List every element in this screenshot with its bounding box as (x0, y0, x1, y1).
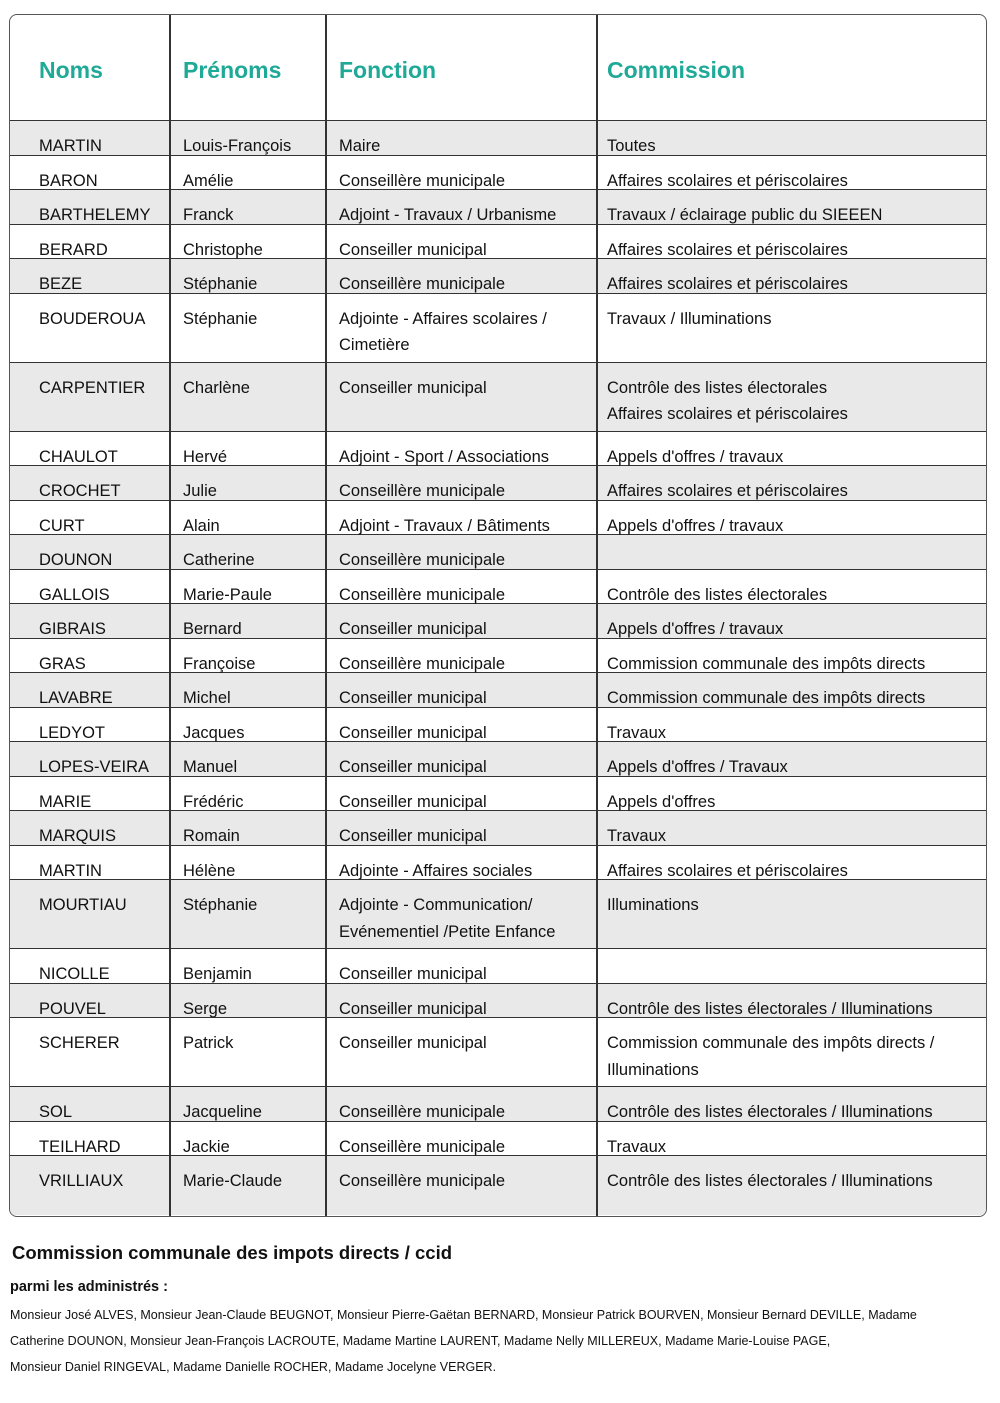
table-header (10, 15, 986, 121)
cell-fonction-line: Evénementiel /Petite Enfance (339, 922, 556, 941)
cell-commission-line: Illuminations (607, 896, 699, 914)
cell-nom: LEDYOT (39, 723, 106, 742)
cell-nom: NICOLLE (39, 965, 110, 983)
cell-fonction-line: Conseiller municipal (339, 378, 487, 397)
table-row (10, 777, 986, 812)
table-row (10, 466, 986, 501)
cell-commission-line: Affaires scolaires et périscolaires (607, 405, 848, 423)
cell-fonction-line: Conseiller municipal (339, 1034, 487, 1052)
table-row (10, 673, 986, 708)
cell-commission-line: Affaires scolaires et périscolaires (607, 275, 848, 293)
cell-nom: MARIE (39, 792, 92, 811)
cell-commission-line: Travaux (607, 723, 666, 742)
ccid-title: Commission communale des impots directs / ccid (12, 1242, 453, 1263)
cell-prenom: Julie (183, 482, 217, 500)
table-row (10, 1156, 986, 1215)
cell-prenom: Christophe (183, 240, 263, 259)
cell-commission (607, 888, 699, 923)
header-noms: Noms (39, 57, 103, 83)
cell-nom: CHAULOT (39, 447, 118, 466)
column-divider (325, 15, 327, 1216)
cell-commission-line: Travaux (607, 1137, 666, 1156)
cell-commission-line: Appels d'offres / travaux (607, 447, 784, 466)
cell-prenom: Louis-François (183, 137, 292, 155)
cell-prenom: Michel (183, 689, 231, 707)
cell-commission-line: Contrôle des listes électorales (607, 585, 828, 604)
cell-fonction-line: Conseiller municipal (339, 620, 487, 638)
cell-fonction-line: Conseiller municipal (339, 965, 487, 983)
column-divider (169, 15, 171, 1216)
cell-fonction-line: Adjointe - Affaires sociales (339, 861, 533, 880)
cell-fonction-line: Conseillère municipale (339, 275, 505, 293)
cell-fonction-line: Adjointe - Communication/ (339, 896, 533, 914)
table-row (10, 225, 986, 260)
table-row (10, 1087, 986, 1122)
cell-prenom: Amélie (183, 171, 234, 190)
cell-prenom: Jacques (183, 723, 245, 742)
cell-fonction-line: Conseillère municipale (339, 171, 505, 190)
cell-commission (607, 1026, 934, 1087)
cell-prenom: Franck (183, 206, 234, 224)
cell-commission-line: Appels d'offres / Travaux (607, 758, 788, 776)
table-row (10, 604, 986, 639)
cell-nom: DOUNON (39, 551, 113, 569)
cell-prenom: Catherine (183, 551, 255, 569)
cell-commission-line: Contrôle des listes électorales (607, 378, 828, 397)
cell-commission-line: Affaires scolaires et périscolaires (607, 482, 848, 500)
cell-commission (607, 1164, 933, 1199)
cell-prenom: Patrick (183, 1034, 234, 1052)
table-row (10, 121, 986, 156)
cell-fonction-line: Adjointe - Affaires scolaires / (339, 309, 547, 328)
cell-nom: MOURTIAU (39, 896, 127, 914)
cell-fonction-line: Conseillère municipale (339, 1137, 505, 1156)
table-row (10, 190, 986, 225)
cell-prenom: Benjamin (183, 965, 252, 983)
cell-prenom: Hélène (183, 861, 236, 880)
cell-prenom: Bernard (183, 620, 242, 638)
table-row (10, 984, 986, 1019)
cell-nom: SOL (39, 1103, 73, 1121)
cell-nom: POUVEL (39, 999, 106, 1018)
cell-prenom: Hervé (183, 447, 228, 466)
ccid-members-line: Monsieur Daniel RINGEVAL, Madame Danielle ROCHER, Madame Jocelyne VERGER. (10, 1360, 497, 1374)
cell-nom: LOPES-VEIRA (39, 758, 150, 776)
header-fonction: Fonction (339, 57, 437, 83)
cell-fonction-line: Maire (339, 137, 381, 155)
cell-fonction-line: Conseiller municipal (339, 689, 487, 707)
table-row (10, 570, 986, 605)
table-row (10, 294, 986, 363)
cell-prenom: Jackie (183, 1137, 230, 1156)
cell-fonction (339, 1026, 487, 1061)
cell-nom: BOUDEROUA (39, 309, 146, 328)
cell-prenom: Romain (183, 827, 240, 845)
cell-prenom: Marie-Paule (183, 585, 272, 604)
cell-commission (607, 302, 771, 337)
cell-commission-line: Contrôle des listes électorales / Illuminations (607, 1103, 933, 1121)
cell-commission-line: Appels d'offres (607, 792, 716, 811)
cell-fonction-line: Conseiller municipal (339, 240, 487, 259)
cell-prenom: Alain (183, 516, 220, 535)
ccid-members (10, 1302, 990, 1380)
cell-nom: MARQUIS (39, 827, 117, 845)
cell-nom: MARTIN (39, 861, 102, 880)
ccid-subtitle: parmi les administrés : (10, 1279, 168, 1295)
cell-commission (607, 371, 848, 432)
cell-commission-line: Travaux / Illuminations (607, 309, 772, 328)
cell-nom: VRILLIAUX (39, 1172, 124, 1190)
cell-fonction-line: Adjoint - Travaux / Urbanisme (339, 206, 557, 224)
table-row (10, 156, 986, 191)
cell-fonction-line: Conseillère municipale (339, 482, 505, 500)
cell-prenom: Jacqueline (183, 1103, 262, 1121)
cell-commission-line: Affaires scolaires et périscolaires (607, 240, 848, 259)
table-row (10, 1018, 986, 1087)
table-row (10, 535, 986, 570)
cell-commission-line: Toutes (607, 137, 656, 155)
cell-nom: GALLOIS (39, 585, 110, 604)
cell-fonction-line: Adjoint - Travaux / Bâtiments (339, 516, 550, 535)
table-row (10, 363, 986, 432)
table-row (10, 811, 986, 846)
cell-nom: GIBRAIS (39, 620, 106, 638)
cell-nom: BERARD (39, 240, 108, 259)
cell-fonction-line: Cimetière (339, 336, 410, 354)
cell-commission-line: Affaires scolaires et périscolaires (607, 861, 848, 880)
cell-fonction-line: Adjoint - Sport / Associations (339, 447, 550, 466)
cell-commission-line: Commission communale des impôts directs (607, 654, 926, 673)
ccid-members-line: Catherine DOUNON, Monsieur Jean-François LACROUTE, Madame Martine LAURENT, Madame Nelly MILLEREUX, Madame Marie-Louise PAGE, (10, 1334, 831, 1348)
cell-fonction-line: Conseillère municipale (339, 1103, 505, 1121)
cell-nom: CARPENTIER (39, 378, 146, 397)
cell-commission-line: Affaires scolaires et périscolaires (607, 171, 848, 190)
table-row (10, 501, 986, 536)
column-divider (596, 15, 598, 1216)
header-commission: Commission (607, 57, 746, 83)
cell-fonction-line: Conseiller municipal (339, 827, 487, 845)
table-row (10, 639, 986, 674)
cell-fonction-line: Conseillère municipale (339, 585, 505, 604)
cell-prenom: Charlène (183, 378, 250, 397)
cell-nom: CROCHET (39, 482, 121, 500)
cell-prenom: Marie-Claude (183, 1172, 283, 1190)
cell-commission-line: Travaux (607, 827, 666, 845)
cell-fonction-line: Conseiller municipal (339, 999, 487, 1018)
cell-commission-line: Appels d'offres / travaux (607, 620, 784, 638)
cell-prenom: Manuel (183, 758, 238, 776)
cell-fonction (339, 302, 547, 363)
cell-fonction-line: Conseillère municipale (339, 551, 505, 569)
cell-nom: MARTIN (39, 137, 102, 155)
cell-commission-line: Commission communale des impôts directs / (607, 1034, 935, 1052)
cell-commission-line: Contrôle des listes électorales / Illuminations (607, 999, 933, 1018)
cell-prenom: Stéphanie (183, 275, 258, 293)
header-prenoms: Prénoms (183, 57, 282, 83)
cell-fonction-line: Conseillère municipale (339, 1172, 505, 1190)
table-row (10, 259, 986, 294)
cell-fonction-line: Conseiller municipal (339, 792, 487, 811)
cell-fonction (339, 371, 487, 406)
cell-commission-line: Contrôle des listes électorales / Illuminations (607, 1172, 933, 1190)
cell-nom: BARON (39, 171, 98, 190)
table-row (10, 742, 986, 777)
cell-nom: LAVABRE (39, 689, 113, 707)
cell-commission-line: Appels d'offres / travaux (607, 516, 784, 535)
cell-commission-line: Commission communale des impôts directs (607, 689, 926, 707)
table-row (10, 880, 986, 949)
cell-fonction-line: Conseiller municipal (339, 723, 487, 742)
cell-prenom: Frédéric (183, 792, 244, 811)
cell-nom: CURT (39, 516, 85, 535)
cell-nom: SCHERER (39, 1034, 120, 1052)
cell-prenom: Françoise (183, 654, 256, 673)
table-row (10, 846, 986, 881)
ccid-members-line: Monsieur José ALVES, Monsieur Jean-Claude BEUGNOT, Monsieur Pierre-Gaëtan BERNARD, Monsieur Patrick BOURVEN, Monsieur Bernard DEVILLE, Madame (10, 1308, 917, 1322)
table-row (10, 1122, 986, 1157)
cell-nom: TEILHARD (39, 1137, 121, 1156)
cell-fonction (339, 888, 555, 949)
table-row (10, 432, 986, 467)
table-row (10, 708, 986, 743)
cell-prenom: Stéphanie (183, 896, 258, 914)
cell-fonction-line: Conseillère municipale (339, 654, 505, 673)
cell-nom: GRAS (39, 654, 86, 673)
cell-nom: BARTHELEMY (39, 206, 151, 224)
cell-fonction (339, 1164, 505, 1199)
cell-fonction-line: Conseiller municipal (339, 758, 487, 776)
cell-nom: BEZE (39, 275, 83, 293)
cell-prenom: Serge (183, 999, 228, 1018)
cell-commission-line: Illuminations (607, 1060, 699, 1079)
cell-prenom: Stéphanie (183, 309, 258, 328)
table-row (10, 949, 986, 984)
cell-commission-line: Travaux / éclairage public du SIEEEN (607, 206, 883, 224)
council-table (9, 14, 987, 1217)
